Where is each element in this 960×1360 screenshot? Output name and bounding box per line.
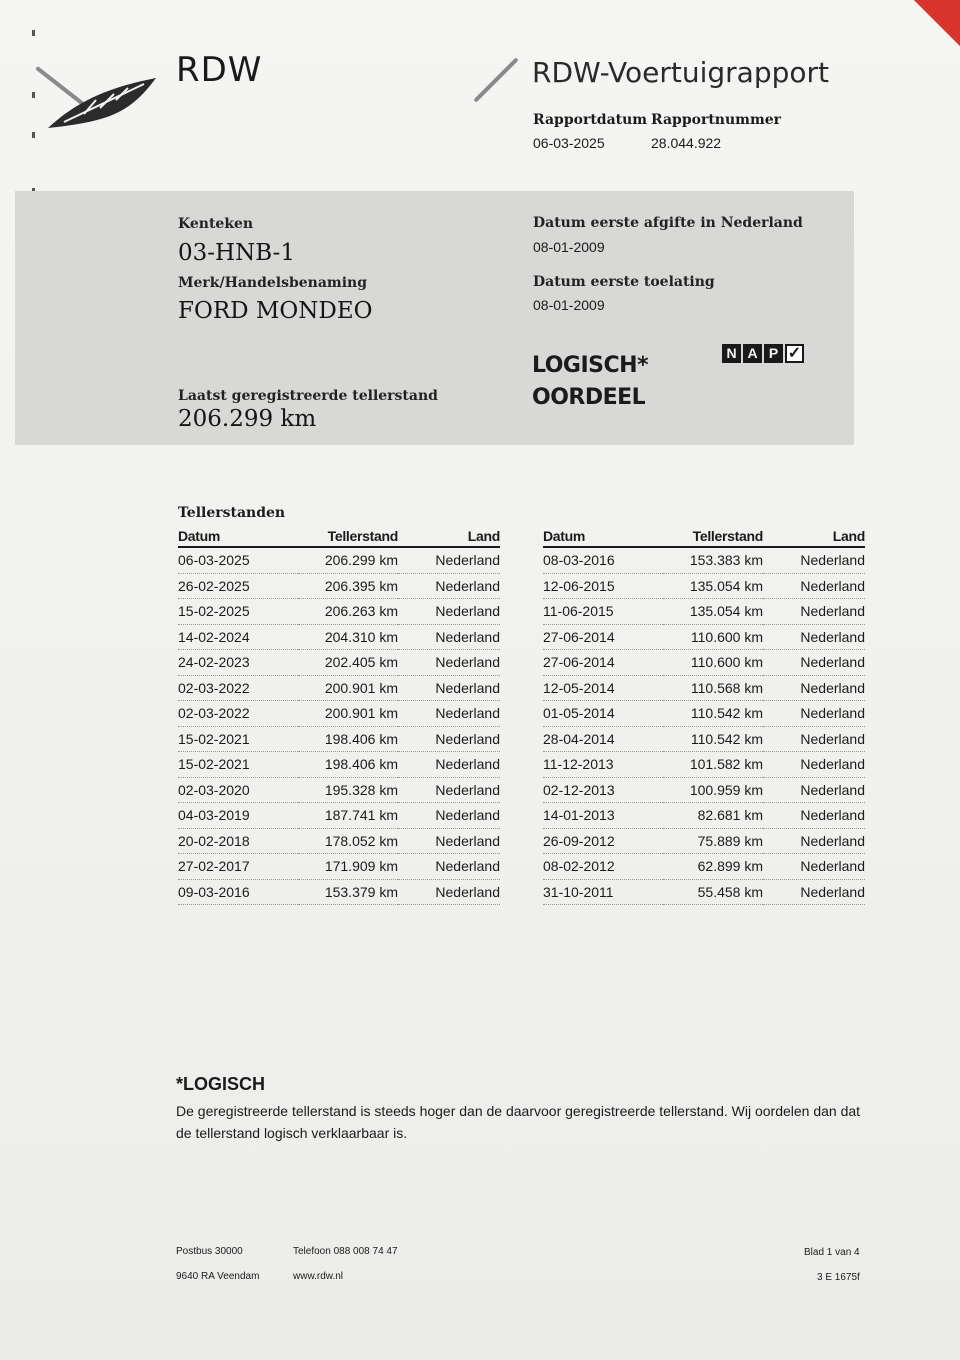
cell-land: Nederland [763,573,865,599]
cell-tellerstand: 62.899 km [663,854,763,880]
cell-datum: 02-12-2013 [543,777,663,803]
cell-datum: 27-02-2017 [178,854,298,880]
afgifte-label: Datum eerste afgifte in Nederland [533,215,803,231]
table-row [178,701,500,727]
cell-land: Nederland [398,726,500,752]
table-row [543,701,865,727]
cell-datum: 02-03-2022 [178,701,298,727]
merk-value: FORD MONDEO [178,298,373,324]
cell-land: Nederland [763,599,865,625]
table-row [543,599,865,625]
cell-land: Nederland [398,650,500,676]
cell-datum: 12-05-2014 [543,675,663,701]
cell-datum: 14-01-2013 [543,803,663,829]
cell-datum: 26-09-2012 [543,828,663,854]
toelating-label: Datum eerste toelating [533,274,715,290]
table-row [543,573,865,599]
teller-value: 206.299 km [178,406,317,432]
cell-land: Nederland [398,573,500,599]
cell-tellerstand: 135.054 km [663,599,763,625]
rapportdatum-value: 06-03-2025 [533,135,605,151]
cell-land: Nederland [398,777,500,803]
cell-tellerstand: 187.741 km [298,803,398,829]
merk-label: Merk/Handelsbenaming [178,275,368,291]
cell-tellerstand: 204.310 km [298,624,398,650]
staple [473,57,518,102]
verdict-line-1: LOGISCH* [532,353,649,378]
cell-datum: 04-03-2019 [178,803,298,829]
cell-tellerstand: 206.299 km [298,547,398,573]
verdict-line-2: OORDEEL [532,385,646,410]
table-row [178,879,500,905]
nap-letter: N [722,344,741,363]
table-row [178,624,500,650]
cell-tellerstand: 206.263 km [298,599,398,625]
checkmark-icon: ✓ [785,344,804,363]
cell-datum: 01-05-2014 [543,701,663,727]
cell-tellerstand: 178.052 km [298,828,398,854]
table-row [543,854,865,880]
cell-datum: 24-02-2023 [178,650,298,676]
cell-datum: 06-03-2025 [178,547,298,573]
cell-tellerstand: 200.901 km [298,675,398,701]
afgifte-value: 08-01-2009 [533,239,605,255]
cell-tellerstand: 195.328 km [298,777,398,803]
table-row [543,726,865,752]
cell-tellerstand: 110.600 km [663,624,763,650]
nap-letter: P [764,344,783,363]
cell-tellerstand: 206.395 km [298,573,398,599]
column-header-tellerstand: Tellerstand [663,526,763,547]
table-row [178,599,500,625]
cell-land: Nederland [763,624,865,650]
footer-telefoon: Telefoon 088 008 74 47 [293,1246,398,1257]
cell-tellerstand: 55.458 km [663,879,763,905]
cell-land: Nederland [398,803,500,829]
footer-page-number: Blad 1 van 4 [804,1247,860,1258]
footer-document-code: 3 E 1675f [817,1272,860,1283]
cell-tellerstand: 75.889 km [663,828,763,854]
cell-land: Nederland [763,701,865,727]
corner-marking [890,0,960,60]
cell-land: Nederland [763,879,865,905]
cell-datum: 08-02-2012 [543,854,663,880]
cell-tellerstand: 171.909 km [298,854,398,880]
cell-datum: 20-02-2018 [178,828,298,854]
footer-website: www.rdw.nl [293,1271,344,1282]
toelating-value: 08-01-2009 [533,297,605,313]
cell-land: Nederland [398,599,500,625]
cell-land: Nederland [763,650,865,676]
table-row [543,650,865,676]
cell-tellerstand: 82.681 km [663,803,763,829]
cell-land: Nederland [763,854,865,880]
logisch-note-text: De geregistreerde tellerstand is steeds hoger dan de daarvoor geregistreerde tellerstand. Wij oordelen dan dat de tellerstand logisch verklaarbaar is. [176,1103,861,1141]
cell-datum: 12-06-2015 [543,573,663,599]
table-row [178,854,500,880]
tellerstanden-table-right [543,526,865,905]
cell-tellerstand: 110.600 km [663,650,763,676]
kenteken-label: Kenteken [178,216,254,232]
table-row [178,675,500,701]
cell-land: Nederland [763,777,865,803]
table-row [543,752,865,778]
brand-name: RDW [176,50,263,90]
column-header-land: Land [763,526,865,547]
table-row [178,777,500,803]
rdw-leaf-logo-icon [44,74,164,130]
column-header-tellerstand: Tellerstand [298,526,398,547]
column-header-land: Land [398,526,500,547]
nap-badge [722,344,804,363]
cell-land: Nederland [763,726,865,752]
table-row [178,573,500,599]
cell-datum: 11-06-2015 [543,599,663,625]
punch-hole [32,92,35,98]
table-row [178,828,500,854]
table-row [543,547,865,573]
cell-datum: 27-06-2014 [543,650,663,676]
punch-hole [32,30,35,36]
cell-tellerstand: 110.568 km [663,675,763,701]
report-title: RDW-Voertuigrapport [532,56,829,89]
cell-land: Nederland [398,752,500,778]
cell-land: Nederland [763,828,865,854]
cell-datum: 02-03-2020 [178,777,298,803]
logisch-note-title: *LOGISCH [176,1074,266,1094]
cell-datum: 15-02-2021 [178,752,298,778]
tellerstanden-table-left [178,526,500,905]
cell-datum: 08-03-2016 [543,547,663,573]
cell-tellerstand: 153.379 km [298,879,398,905]
cell-land: Nederland [398,547,500,573]
cell-datum: 14-02-2024 [178,624,298,650]
table-row [543,803,865,829]
table-row [543,828,865,854]
teller-label: Laatst geregistreerde tellerstand [178,388,438,404]
punch-hole [32,132,35,138]
cell-tellerstand: 198.406 km [298,726,398,752]
cell-datum: 11-12-2013 [543,752,663,778]
cell-tellerstand: 153.383 km [663,547,763,573]
table-row [543,624,865,650]
table-row [178,803,500,829]
cell-datum: 15-02-2025 [178,599,298,625]
cell-land: Nederland [398,701,500,727]
cell-datum: 27-06-2014 [543,624,663,650]
cell-datum: 26-02-2025 [178,573,298,599]
table-row [178,752,500,778]
cell-datum: 28-04-2014 [543,726,663,752]
cell-tellerstand: 100.959 km [663,777,763,803]
cell-land: Nederland [763,803,865,829]
table-row [178,547,500,573]
cell-land: Nederland [398,854,500,880]
nap-letter: A [743,344,762,363]
table-row [543,777,865,803]
cell-datum: 09-03-2016 [178,879,298,905]
table-row [543,879,865,905]
verdict [532,350,648,414]
cell-land: Nederland [763,675,865,701]
rapportdatum-label: Rapportdatum [533,112,648,128]
cell-tellerstand: 101.582 km [663,752,763,778]
tellerstanden-title: Tellerstanden [178,505,286,521]
table-row [178,726,500,752]
rapportnummer-value: 28.044.922 [651,135,722,151]
cell-tellerstand: 200.901 km [298,701,398,727]
cell-land: Nederland [398,624,500,650]
table-row [178,650,500,676]
cell-land: Nederland [398,828,500,854]
rapportnummer-label: Rapportnummer [651,112,782,128]
cell-land: Nederland [398,675,500,701]
footer-postbus: Postbus 30000 [176,1246,243,1257]
column-header-datum: Datum [543,526,663,547]
cell-tellerstand: 202.405 km [298,650,398,676]
cell-tellerstand: 110.542 km [663,726,763,752]
cell-tellerstand: 198.406 km [298,752,398,778]
cell-datum: 15-02-2021 [178,726,298,752]
cell-land: Nederland [398,879,500,905]
table-row [543,675,865,701]
cell-datum: 31-10-2011 [543,879,663,905]
kenteken-value: 03-HNB-1 [178,240,295,266]
column-header-datum: Datum [178,526,298,547]
cell-land: Nederland [763,547,865,573]
cell-tellerstand: 110.542 km [663,701,763,727]
cell-land: Nederland [763,752,865,778]
footer-plaats: 9640 RA Veendam [176,1271,260,1282]
cell-datum: 02-03-2022 [178,675,298,701]
cell-tellerstand: 135.054 km [663,573,763,599]
